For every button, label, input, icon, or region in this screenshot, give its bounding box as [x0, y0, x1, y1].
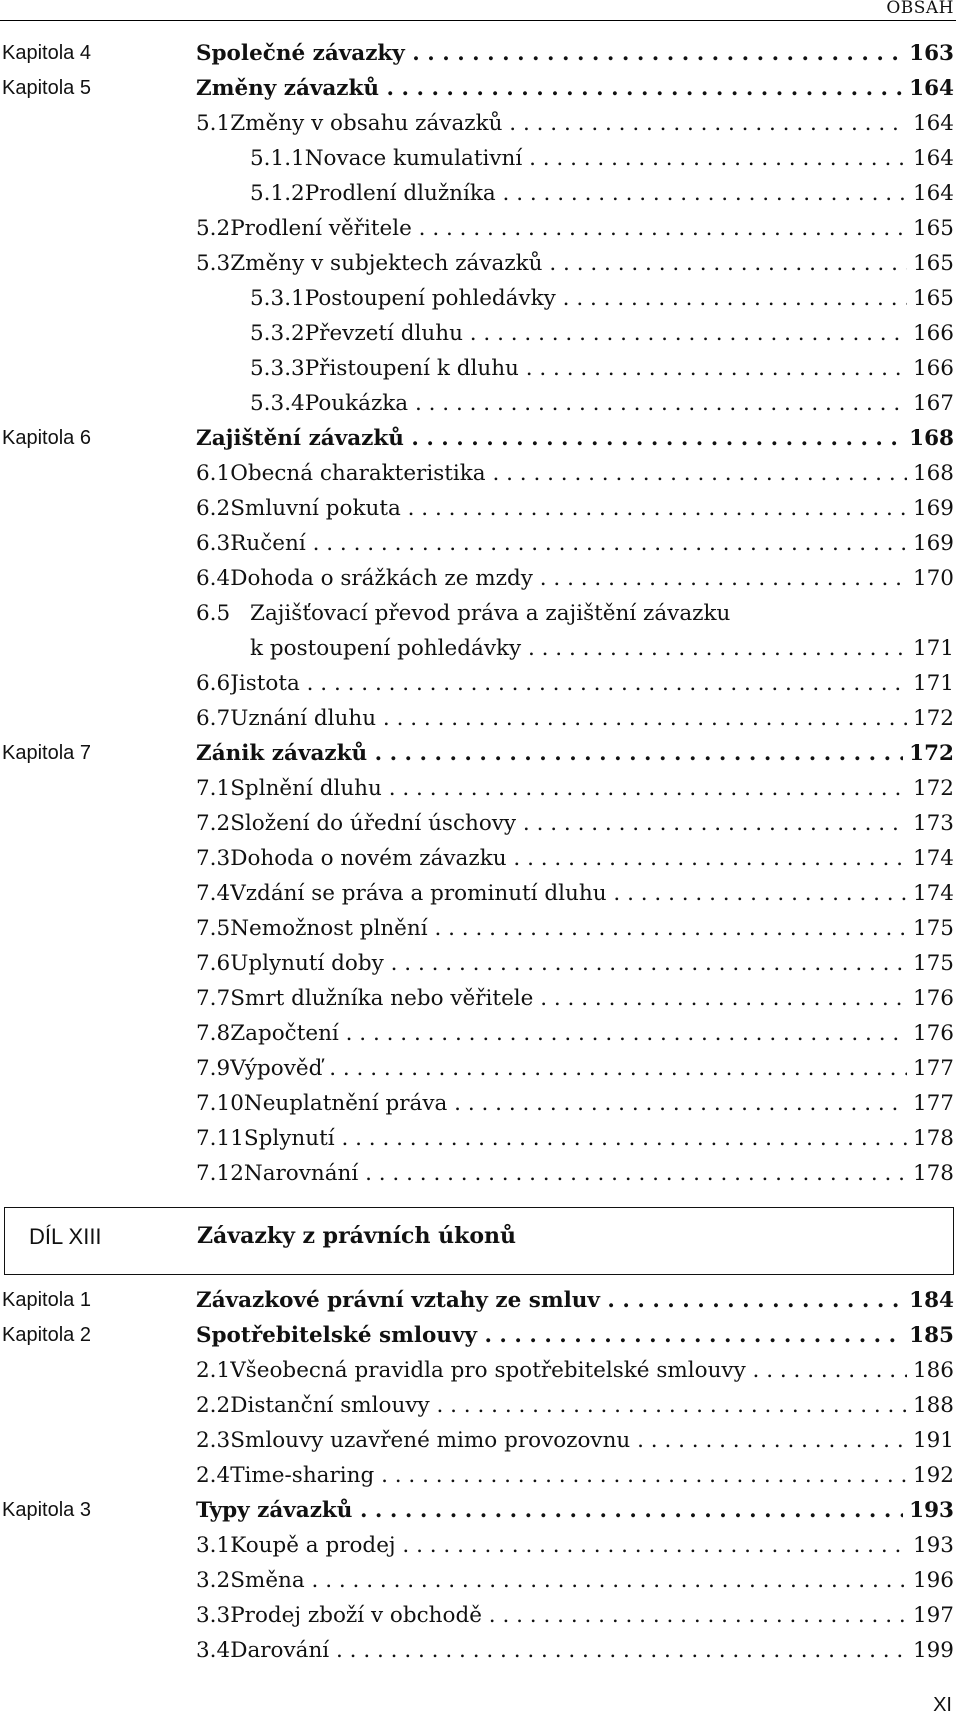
toc-row — [0, 421, 960, 456]
toc-row — [0, 1283, 960, 1318]
toc-entry[interactable] — [196, 981, 954, 1016]
toc-entry[interactable] — [250, 141, 954, 176]
toc-entry-title-text: Postoupení pohledávky — [304, 286, 556, 311]
toc-row — [0, 176, 960, 211]
toc-page-number: 164 — [912, 111, 954, 136]
toc-entry-title-text: Společné závazky — [196, 41, 405, 66]
toc-row — [0, 946, 960, 981]
toc-entry-number: 6.6 — [196, 671, 231, 696]
toc-row — [0, 1633, 960, 1668]
toc-entry-number: 5.3.4 — [250, 391, 305, 416]
toc-row — [0, 1458, 960, 1493]
part-label: DÍL XIII — [29, 1224, 102, 1249]
toc-row — [0, 1051, 960, 1086]
toc-entry-number: 6.3 — [196, 531, 231, 556]
toc-entry-title — [230, 456, 907, 491]
toc-row — [0, 526, 960, 561]
chapter-label: Kapitola 3 — [2, 1499, 91, 1521]
toc-entry[interactable] — [196, 561, 954, 596]
toc-entry-number: 7.12 — [196, 1161, 244, 1186]
toc-row — [0, 281, 960, 316]
toc-entry-title-text: Uznání dluhu — [230, 706, 377, 731]
running-head-title: OBSAH — [886, 0, 954, 18]
toc-entry-number: 6.4 — [196, 566, 231, 591]
toc-entry-number: 6.2 — [196, 496, 231, 521]
toc-page-number: 184 — [909, 1288, 954, 1313]
toc-row — [0, 841, 960, 876]
chapter-label: Kapitola 1 — [2, 1289, 91, 1311]
toc-page-number: 177 — [912, 1056, 954, 1081]
toc-entry-title — [196, 1493, 903, 1528]
toc-entry-title — [196, 1318, 903, 1353]
toc-entry-title — [230, 1423, 907, 1458]
toc-entry-title-text: Uplynutí doby — [230, 951, 384, 976]
toc-entry-title — [230, 1563, 907, 1598]
toc-entry[interactable] — [196, 1563, 954, 1598]
toc-entry[interactable] — [250, 176, 954, 211]
toc-entry-number: 3.4 — [196, 1638, 231, 1663]
toc-entry[interactable] — [196, 246, 954, 281]
toc-entry-title — [230, 1016, 907, 1051]
toc-entry-number: 6.1 — [196, 461, 231, 486]
toc-page-number: 168 — [909, 426, 954, 451]
toc-row — [0, 491, 960, 526]
toc-entry-title — [230, 771, 907, 806]
toc-entry[interactable] — [196, 841, 954, 876]
toc-row — [0, 1121, 960, 1156]
toc-entry-title — [230, 806, 907, 841]
toc-entry-title-text: Přistoupení k dluhu — [304, 356, 519, 381]
toc-entry-title — [305, 176, 907, 211]
toc-entry-title — [230, 841, 907, 876]
toc-entry-title-text: k postoupení pohledávky — [250, 636, 522, 661]
chapter-entry[interactable] — [196, 1493, 954, 1528]
toc-entry-title — [230, 876, 907, 911]
toc-row — [0, 1353, 960, 1388]
toc-entry-title-text: Distanční smlouvy — [230, 1393, 430, 1418]
toc-page-number: 165 — [912, 251, 954, 276]
toc-row — [0, 351, 960, 386]
toc-section-top — [0, 36, 960, 1191]
toc-page-number: 172 — [912, 776, 954, 801]
toc-entry-number: 5.1 — [196, 111, 231, 136]
toc-entry-number: 6.7 — [196, 706, 231, 731]
toc-page-number: 169 — [912, 496, 954, 521]
toc-entry-title-text: Time-sharing — [230, 1463, 375, 1488]
toc-row — [0, 1388, 960, 1423]
toc-row — [0, 806, 960, 841]
toc-entry-number: 5.2 — [196, 216, 231, 241]
toc-page-number: 166 — [912, 356, 954, 381]
toc-row — [0, 876, 960, 911]
toc-row — [0, 106, 960, 141]
part-heading-box — [4, 1207, 954, 1275]
toc-page-number: 169 — [912, 531, 954, 556]
toc-entry[interactable] — [196, 106, 954, 141]
toc-page-number: 191 — [912, 1428, 954, 1453]
toc-row — [0, 596, 960, 631]
toc-entry-title-text: Typy závazků — [196, 1498, 353, 1523]
toc-entry-title-text: Zánik závazků — [196, 741, 368, 766]
toc-row — [0, 71, 960, 106]
toc-page-number: 174 — [912, 881, 954, 906]
part-title: Závazky z právních úkonů — [197, 1223, 516, 1249]
toc-row — [0, 1528, 960, 1563]
toc-entry-title — [196, 421, 903, 456]
toc-entry-title — [230, 981, 907, 1016]
toc-entry-title — [305, 281, 907, 316]
toc-page-number: 199 — [912, 1638, 954, 1663]
toc-entry-title — [230, 1051, 907, 1086]
toc-entry[interactable] — [196, 211, 954, 246]
toc-page-number: 178 — [912, 1126, 954, 1151]
toc-entry-number: 5.1.2 — [250, 181, 305, 206]
toc-entry-title-text: Složení do úřední úschovy — [230, 811, 517, 836]
toc-entry[interactable] — [196, 911, 954, 946]
toc-row — [0, 561, 960, 596]
toc-entry-title-text: Poukázka — [304, 391, 409, 416]
chapter-entry[interactable] — [196, 36, 954, 71]
toc-entry-title-text: Výpověď — [230, 1056, 323, 1081]
toc-entry-title-text: Prodlení věřitele — [230, 216, 412, 241]
toc-entry-number: 6.5 — [196, 601, 231, 626]
toc-page-number: 175 — [912, 916, 954, 941]
toc-entry[interactable] — [196, 1388, 954, 1423]
toc-entry-title — [230, 1528, 907, 1563]
toc-entry-title — [230, 1353, 907, 1388]
toc-entry-title — [230, 526, 907, 561]
toc-section-bottom — [0, 1283, 960, 1668]
toc-page-number: 193 — [912, 1533, 954, 1558]
toc-entry[interactable] — [196, 771, 954, 806]
toc-entry[interactable] — [196, 666, 954, 701]
toc-row — [0, 211, 960, 246]
toc-page-number: 163 — [909, 41, 954, 66]
chapter-entry[interactable] — [196, 421, 954, 456]
toc-row — [0, 1086, 960, 1121]
toc-entry-title-text: Převzetí dluhu — [304, 321, 463, 346]
chapter-entry[interactable] — [196, 736, 954, 771]
toc-entry-title — [230, 911, 907, 946]
page-number: XI — [933, 1694, 952, 1716]
toc-entry-title-text: Všeobecná pravidla pro spotřebitelské smlouvy — [230, 1358, 746, 1383]
toc-row — [0, 1563, 960, 1598]
toc-entry-title-text: Ručení — [230, 531, 306, 556]
toc-entry-title-text: Prodej zboží v obchodě — [230, 1603, 482, 1628]
toc-entry-title-text: Změny v subjektech závazků — [230, 251, 543, 276]
toc-entry-title-text: Změny v obsahu závazků — [230, 111, 503, 136]
toc-entry-title-text: Koupě a prodej — [230, 1533, 396, 1558]
toc-entry-title-text: Změny závazků — [196, 76, 380, 101]
toc-entry-title-text: Směna — [230, 1568, 305, 1593]
toc-page-number: 164 — [912, 181, 954, 206]
toc-page-number: 192 — [912, 1463, 954, 1488]
toc-entry[interactable] — [196, 456, 954, 491]
toc-entry-title-text: Spotřebitelské smlouvy — [196, 1323, 477, 1348]
toc-entry-title — [230, 491, 907, 526]
toc-page-number: 168 — [912, 461, 954, 486]
toc-entry-title-text: Závazkové právní vztahy ze smluv — [196, 1288, 600, 1313]
toc-entry[interactable] — [196, 1086, 954, 1121]
toc-entry-number: 7.8 — [196, 1021, 231, 1046]
toc-entry-title — [230, 946, 907, 981]
toc-entry[interactable] — [250, 351, 954, 386]
toc-entry-number: 7.1 — [196, 776, 231, 801]
toc-entry[interactable] — [196, 1156, 954, 1191]
toc-page-number: 175 — [912, 951, 954, 976]
toc-page-number: 165 — [912, 216, 954, 241]
toc-entry-number: 5.3.2 — [250, 321, 305, 346]
toc-entry-title-text: Splynutí — [243, 1126, 335, 1151]
toc-entry[interactable] — [196, 526, 954, 561]
toc-entry[interactable] — [196, 1121, 954, 1156]
chapter-entry[interactable] — [196, 1318, 954, 1353]
toc-page-number: 185 — [909, 1323, 954, 1348]
toc-entry-title-text: Narovnání — [243, 1161, 359, 1186]
toc-row — [0, 1016, 960, 1051]
toc-row — [0, 246, 960, 281]
toc-entry-title — [305, 386, 907, 421]
toc-entry-number: 7.3 — [196, 846, 231, 871]
toc-entry[interactable] — [250, 281, 954, 316]
toc-page-number: 188 — [912, 1393, 954, 1418]
running-head — [0, 0, 956, 21]
toc-entry[interactable] — [196, 806, 954, 841]
toc-entry-title — [244, 1086, 907, 1121]
toc-entry-number: 3.1 — [196, 1533, 231, 1558]
toc-entry-number: 7.10 — [196, 1091, 244, 1116]
toc-row — [0, 1318, 960, 1353]
toc-entry-number: 3.2 — [196, 1568, 231, 1593]
toc-entry-title-text: Novace kumulativní — [304, 146, 523, 171]
toc-entry-number: 5.3.1 — [250, 286, 305, 311]
toc-row — [0, 316, 960, 351]
toc-entry-title-text: Smrt dlužníka nebo věřitele — [230, 986, 534, 1011]
toc-entry[interactable] — [196, 1423, 954, 1458]
toc-page-number: 193 — [909, 1498, 954, 1523]
toc-entry-title — [230, 666, 907, 701]
toc-entry[interactable] — [196, 1458, 954, 1493]
toc-entry-number: 3.3 — [196, 1603, 231, 1628]
chapter-entry[interactable] — [196, 71, 954, 106]
toc-entry[interactable] — [196, 1353, 954, 1388]
toc-entry-number: 7.6 — [196, 951, 231, 976]
toc-entry-title — [230, 106, 907, 141]
toc-row — [0, 1423, 960, 1458]
toc-row — [0, 981, 960, 1016]
chapter-label: Kapitola 6 — [2, 427, 91, 449]
toc-entry[interactable] — [196, 1016, 954, 1051]
toc-entry-title — [230, 211, 907, 246]
toc-entry[interactable] — [250, 316, 954, 351]
toc-entry-title: Zajišťovací převod práva a zajištění závazku — [250, 601, 731, 626]
toc-entry-number: 5.1.1 — [250, 146, 305, 171]
toc-page-number: 197 — [912, 1603, 954, 1628]
toc-entry[interactable] — [196, 1633, 954, 1668]
toc-entry[interactable] — [196, 491, 954, 526]
toc-entry-number: 7.7 — [196, 986, 231, 1011]
toc-page-number: 171 — [912, 671, 954, 696]
toc-entry-title — [305, 141, 907, 176]
toc-entry-number: 2.3 — [196, 1428, 231, 1453]
toc-entry-title — [305, 351, 907, 386]
toc-entry-title — [196, 71, 903, 106]
toc-entry-title-text: Smlouvy uzavřené mimo provozovnu — [230, 1428, 631, 1453]
toc-entry-title — [244, 1121, 907, 1156]
toc-row — [0, 701, 960, 736]
toc-entry-title — [244, 1156, 907, 1191]
toc-page-number: 174 — [912, 846, 954, 871]
toc-entry-number: 7.4 — [196, 881, 231, 906]
toc-page-number: 178 — [912, 1161, 954, 1186]
toc-entry-number: 2.1 — [196, 1358, 231, 1383]
toc-entry-title-text: Neuplatnění práva — [243, 1091, 448, 1116]
toc-page-number: 171 — [912, 636, 954, 661]
toc-entry-title-text: Vzdání se práva a prominutí dluhu — [230, 881, 607, 906]
toc-page-number: 196 — [912, 1568, 954, 1593]
toc-entry-title — [305, 316, 907, 351]
toc-page-number: 186 — [912, 1358, 954, 1383]
toc-page-number: 177 — [912, 1091, 954, 1116]
toc-entry[interactable] — [196, 701, 954, 736]
toc-row — [0, 1493, 960, 1528]
toc-page-number: 164 — [912, 146, 954, 171]
toc-entry-title-text: Dohoda o srážkách ze mzdy — [230, 566, 533, 591]
toc-entry-title-text: Nemožnost plnění — [230, 916, 428, 941]
toc-row — [0, 141, 960, 176]
toc-entry-title-text: Zajištění závazků — [196, 426, 404, 451]
toc-row — [0, 456, 960, 491]
toc-page-number: 170 — [912, 566, 954, 591]
toc-page-number: 176 — [912, 986, 954, 1011]
toc-entry-title — [196, 736, 903, 771]
toc-entry-number: 5.3.3 — [250, 356, 305, 381]
toc-page-number: 164 — [909, 76, 954, 101]
toc-entry-title-text: Započtení — [230, 1021, 339, 1046]
toc-entry-title — [250, 631, 907, 666]
toc-entry-number: 7.11 — [196, 1126, 244, 1151]
toc-row — [0, 386, 960, 421]
toc-entry-title — [230, 1458, 907, 1493]
toc-entry-number: 7.9 — [196, 1056, 231, 1081]
toc-entry-title-text: Splnění dluhu — [230, 776, 382, 801]
toc-row — [0, 1598, 960, 1633]
chapter-entry[interactable] — [196, 1283, 954, 1318]
toc-row — [0, 36, 960, 71]
toc-entry-title — [230, 246, 907, 281]
toc-entry-title — [196, 1283, 903, 1318]
toc-entry-number: 2.2 — [196, 1393, 231, 1418]
chapter-label: Kapitola 7 — [2, 742, 91, 764]
toc-entry[interactable] — [196, 946, 954, 981]
toc-entry-title-text: Prodlení dlužníka — [304, 181, 496, 206]
toc-page-number: 173 — [912, 811, 954, 836]
toc-entry-title — [230, 1598, 907, 1633]
toc-row — [0, 631, 960, 666]
toc-entry[interactable] — [196, 1528, 954, 1563]
chapter-label: Kapitola 2 — [2, 1324, 91, 1346]
toc-entry-title — [230, 1633, 907, 1668]
chapter-label: Kapitola 5 — [2, 77, 91, 99]
toc-row — [0, 736, 960, 771]
toc-entry[interactable] — [250, 386, 954, 421]
toc-entry[interactable] — [196, 1051, 954, 1086]
toc-page-number: 172 — [909, 741, 954, 766]
toc-entry-title-text: Darování — [230, 1638, 330, 1663]
toc-row — [0, 911, 960, 946]
toc-page-number: 176 — [912, 1021, 954, 1046]
toc-entry-title — [230, 1388, 907, 1423]
chapter-label: Kapitola 4 — [2, 42, 91, 64]
toc-entry[interactable] — [196, 1598, 954, 1633]
toc-entry-number: 2.4 — [196, 1463, 231, 1488]
toc-page-number: 166 — [912, 321, 954, 346]
toc-entry-title — [230, 701, 907, 736]
toc-entry-title-text: Smluvní pokuta — [230, 496, 401, 521]
toc-page-number: 165 — [912, 286, 954, 311]
toc-entry-title-text: Jistota — [230, 671, 300, 696]
toc-row — [0, 1156, 960, 1191]
toc-entry-number: 7.5 — [196, 916, 231, 941]
toc-entry-number: 7.2 — [196, 811, 231, 836]
toc-entry[interactable] — [196, 596, 954, 631]
toc-entry-number: 5.3 — [196, 251, 231, 276]
toc-page-number: 167 — [912, 391, 954, 416]
toc-entry-continuation[interactable] — [250, 631, 954, 666]
toc-entry-title-text: Dohoda o novém závazku — [230, 846, 507, 871]
toc-page-number: 172 — [912, 706, 954, 731]
toc-entry[interactable] — [196, 876, 954, 911]
toc-row — [0, 771, 960, 806]
toc-row — [0, 666, 960, 701]
toc-entry-title — [230, 561, 907, 596]
toc-entry-title-text: Obecná charakteristika — [230, 461, 486, 486]
toc-entry-title — [196, 36, 903, 71]
